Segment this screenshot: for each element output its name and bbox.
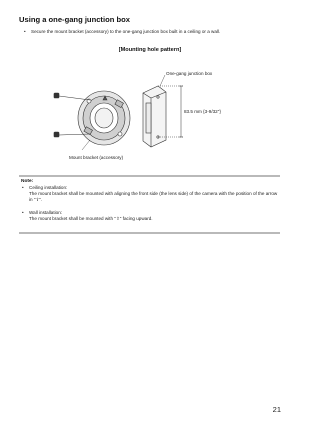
- arrow-up-icon: ⇧: [35, 198, 40, 203]
- note-text-wall: The mount bracket shall be mounted with "⇧" facing upward.: [29, 216, 153, 222]
- note-text-ceiling: The mount bracket shall be mounted with aligning the front side (the lens side) of the camera with the position of the arrow in "⇧".: [29, 191, 278, 203]
- bullet-marker: •: [22, 185, 24, 190]
- junction-box-label: One-gang junction box: [166, 71, 213, 76]
- note-item-wall: [22, 210, 280, 223]
- page-number: 21: [272, 405, 281, 414]
- mount-bracket-illustration: [78, 91, 130, 145]
- section-heading: Using a one-gang junction box: [19, 15, 130, 24]
- note-label-wall: Wall installation:: [29, 210, 63, 215]
- figure-title: [Mounting hole pattern]: [118, 47, 182, 53]
- arrow-up-icon: ⇧: [115, 217, 120, 222]
- leader-mount-bracket: [82, 140, 90, 150]
- junction-box-illustration: [143, 86, 166, 147]
- note-label-ceiling: Ceiling installation:: [29, 185, 68, 190]
- leader-junction-box: [160, 75, 165, 86]
- note-title: Note:: [21, 179, 34, 184]
- note-item-ceiling: [22, 185, 280, 204]
- intro-text: Secure the mount bracket (accessory) to the one-gang junction box built in a ceiling or a wall.: [31, 29, 221, 34]
- mount-bracket-label: Mount bracket (accessory): [69, 155, 124, 160]
- bullet-marker: •: [22, 210, 24, 215]
- dimension-label: 83.5 mm {3-9/32"}: [184, 109, 221, 114]
- bullet-marker: •: [24, 29, 26, 34]
- screw-top: [54, 93, 90, 100]
